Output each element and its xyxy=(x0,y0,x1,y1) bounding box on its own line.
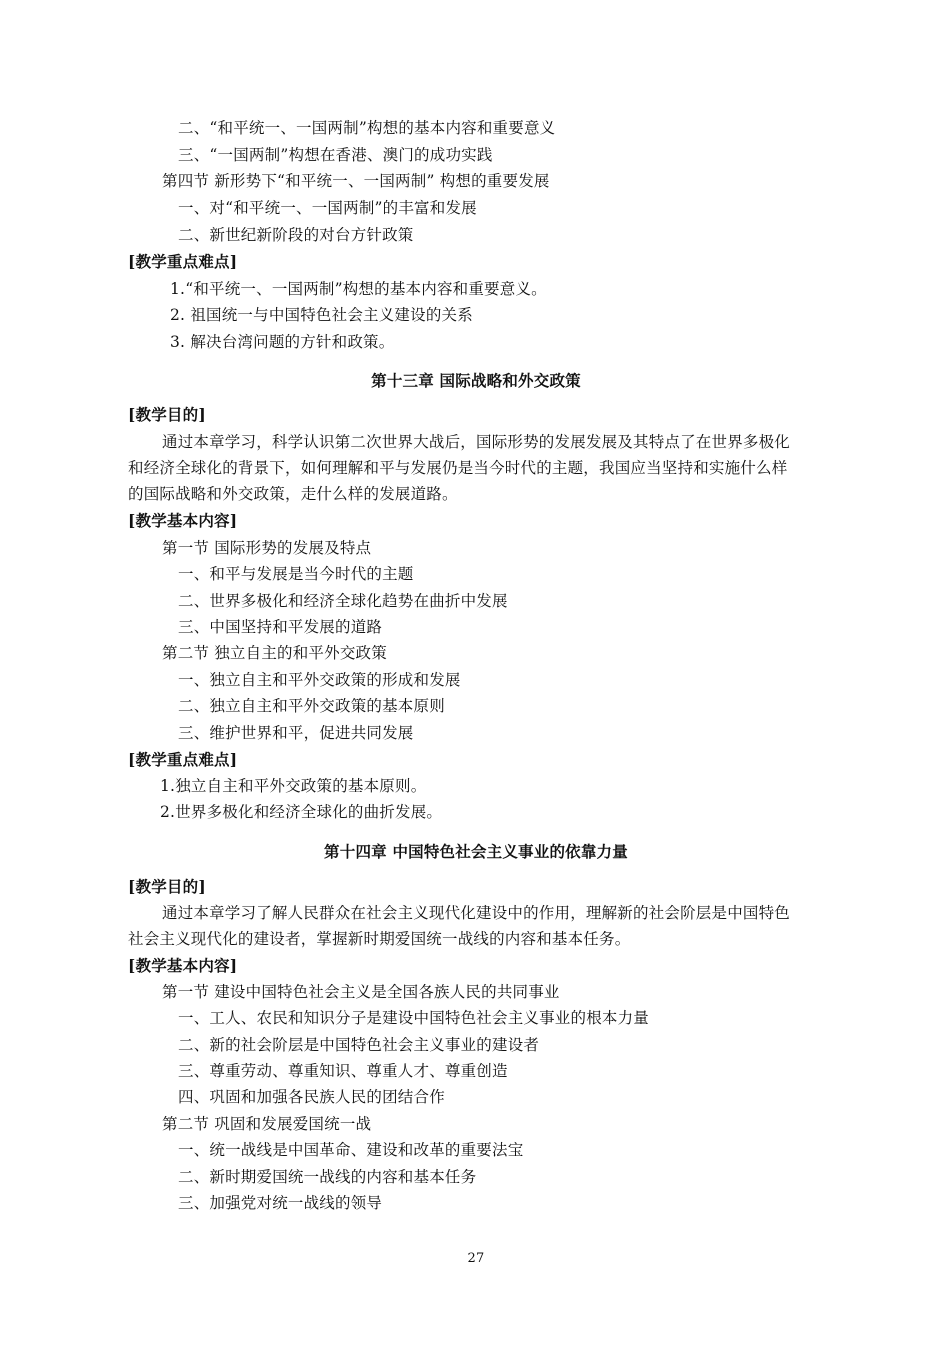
paragraph-line: 社会主义现代化的建设者，掌握新时期爱国统一战线的内容和基本任务。 xyxy=(128,930,631,948)
section-item: 一、工人、农民和知识分子是建设中国特色社会主义事业的根本力量 xyxy=(178,1009,650,1027)
section-item: 二、新时期爱国统一战线的内容和基本任务 xyxy=(178,1168,477,1186)
key-points-heading: [教学重点难点] xyxy=(128,252,238,271)
section-item: 二、世界多极化和经济全球化趋势在曲折中发展 xyxy=(178,592,508,610)
purpose-heading: [教学目的] xyxy=(128,877,206,896)
paragraph-line: 和经济全球化的背景下，如何理解和平与发展仍是当今时代的主题，我国应当坚持和实施什么样 xyxy=(128,459,788,477)
key-point: 2.世界多极化和经济全球化的曲折发展。 xyxy=(160,803,443,821)
paragraph-line: 通过本章学习，科学认识第二次世界大战后，国际形势的发展发展及其特点了在世界多极化 xyxy=(162,433,791,451)
key-points-heading: [教学重点难点] xyxy=(128,750,238,769)
content-heading: [教学基本内容] xyxy=(128,511,238,530)
section-item: 二、新世纪新阶段的对台方针政策 xyxy=(178,226,414,244)
section-item: 三、尊重劳动、尊重知识、尊重人才、尊重创造 xyxy=(178,1062,508,1080)
section-item: 三、中国坚持和平发展的道路 xyxy=(178,618,383,636)
section-item: 一、对“和平统一、一国两制”的丰富和发展 xyxy=(178,199,477,217)
section-heading: 第一节 国际形势的发展及特点 xyxy=(162,539,372,557)
section-item: 一、统一战线是中国革命、建设和改革的重要法宝 xyxy=(178,1141,524,1159)
key-point: 1.独立自主和平外交政策的基本原则。 xyxy=(160,777,427,795)
section-item: 三、加强党对统一战线的领导 xyxy=(178,1194,383,1212)
paragraph-line: 的国际战略和外交政策，走什么样的发展道路。 xyxy=(128,485,458,503)
content-heading: [教学基本内容] xyxy=(128,956,238,975)
section-item: 二、“和平统一、一国两制”构想的基本内容和重要意义 xyxy=(178,119,556,137)
section-item: 二、独立自主和平外交政策的基本原则 xyxy=(178,697,445,715)
section-item: 一、独立自主和平外交政策的形成和发展 xyxy=(178,671,461,689)
section-heading: 第一节 建设中国特色社会主义是全国各族人民的共同事业 xyxy=(162,983,560,1001)
section-heading: 第二节 巩固和发展爱国统一战 xyxy=(162,1115,372,1133)
section-item: 三、维护世界和平，促进共同发展 xyxy=(178,724,414,742)
paragraph-line: 通过本章学习了解人民群众在社会主义现代化建设中的作用，理解新的社会阶层是中国特色 xyxy=(162,904,791,922)
section-heading: 第二节 独立自主的和平外交政策 xyxy=(162,644,387,662)
section-item: 二、新的社会阶层是中国特色社会主义事业的建设者 xyxy=(178,1036,540,1054)
section-item: 一、和平与发展是当今时代的主题 xyxy=(178,565,414,583)
section-item: 四、巩固和加强各民族人民的团结合作 xyxy=(178,1088,445,1106)
key-point: 1.“和平统一、一国两制”构想的基本内容和重要意义。 xyxy=(170,280,547,298)
chapter-title: 第十三章 国际战略和外交政策 xyxy=(371,371,581,390)
page-number: 27 xyxy=(467,1251,485,1266)
section-item: 三、“一国两制”构想在香港、澳门的成功实践 xyxy=(178,146,493,164)
section-heading: 第四节 新形势下“和平统一、一国两制” 构想的重要发展 xyxy=(162,172,550,190)
purpose-heading: [教学目的] xyxy=(128,405,206,424)
key-point: 2. 祖国统一与中国特色社会主义建设的关系 xyxy=(170,306,473,324)
chapter-title: 第十四章 中国特色社会主义事业的依靠力量 xyxy=(324,842,628,861)
key-point: 3. 解决台湾问题的方针和政策。 xyxy=(170,333,395,351)
